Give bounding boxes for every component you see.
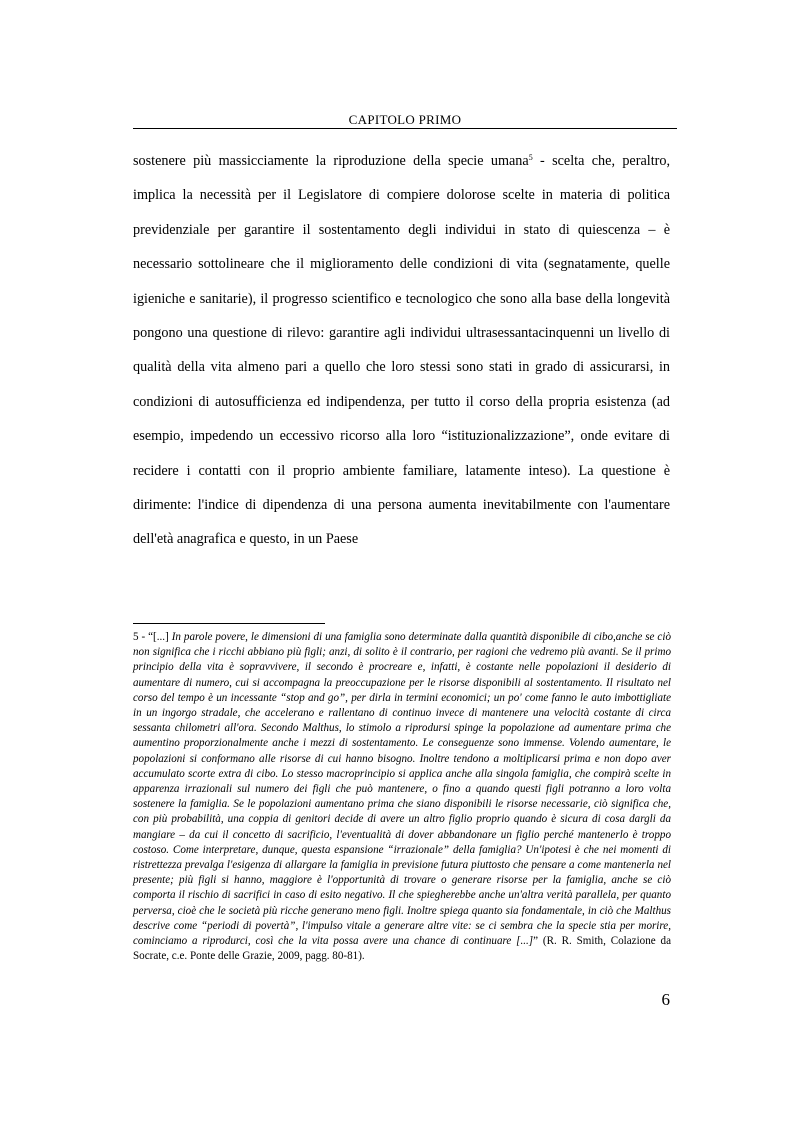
- header-rule: [133, 128, 677, 129]
- footnote-quote: In parole povere, le dimensioni di una famiglia sono determinate dalla quantità disponibile di cibo,anche se ciò non significa che i ricchi abbiano più figli; anzi, di solito è il contrario, per ragioni che vedremo più avanti. Se il primo principio della vita è sopravvivere, il secondo è procreare e, infatti, è costante nelle popolazioni il desiderio di aumentare di numero, cui si accompagna la preoccupazione per le risorse disponibili al sostentamento. Il risultato nel corso del tempo è un incessante “stop and go”, per dirla in termini economici; un po' come fanno le auto imbottigliate in un ingorgo stradale, che accelerano e rallentano di continuo invece di mantenere una velocità costante di circa sessanta chilometri all'ora. Secondo Malthus, lo stimolo a riprodursi spinge la popolazione ad aumentare prima che aumentino proporzionalmente anche i mezzi di sostentamento. Le conseguenze sono immense. Volendo aumentare, le popolazioni si conformano alle risorse di cui hanno bisogno. Inoltre tendono a moltiplicarsi prima e non dopo aver accumulato scorte extra di cibo. Lo stesso macroprincipio si applica anche alla singola famiglia, che compirà scelte in apparenza irrazionali sul numero dei figli che può mantenere, o fino a quando questi figli potranno a loro volta sostenere la famiglia. Se le popolazioni aumentano prima che siano disponibili le risorse necessarie, ciò significa che, con più probabilità, una coppia di genitori decide di avere un altro figlio proprio quando è sicura di cosa dargli da mangiare – da cui il concetto di sacrificio, l'eventualità di dover abbandonare un figlio perché mantenerlo è troppo costoso. Come interpretare, dunque, questa espansione “irrazionale” della famiglia? Un'ipotesi è che nei momenti di ristrettezza prevalga l'esigenza di allargare la famiglia in previsione futura piuttosto che pensare a come mantenerla nel presente; più figli si hanno, maggiore è l'opportunità di trovare o generare risorse per la famiglia, anche se ciò comporta il rischio di sacrifici in caso di esito negativo. Il che spiegherebbe anche un'altra verità parallela, per quanto perversa, cioè che le società più ricche generano meno figli. Inoltre spiega quanto sia fondamentale, in ciò che Malthus descrive come “periodi di povertà”, l'impulso vitale a generare altre vite: se ci sembra che la specie stia per morire, cominciamo a riprodurci, così che la vita possa avere una chance di continuare [...]: [133, 631, 671, 948]
- chapter-title: CAPITOLO PRIMO: [133, 113, 677, 127]
- page-number: 6: [661, 990, 670, 1009]
- body-text-start: sostenere più massicciamente la riproduzione della specie umana: [133, 153, 529, 169]
- footnote-separator: [133, 623, 325, 624]
- body-paragraph: [133, 144, 670, 557]
- body-text-rest: - scelta che, peraltro, implica la necessità per il Legislatore di compiere dolorose scelte in materia di politica previdenziale per garantire il sostentamento degli individui in stato di quiescenza – è necessario sottolineare che il miglioramento delle condizioni di vita (segnatamente, quelle igieniche e sanitarie), il progresso scientifico e tecnologico che sono alla base della longevità pongono una questione di rilevo: garantire agli individui ultrasessantacinquenni un livello di qualità della vita almeno pari a quello che loro stessi sono stati in grado di assicurarsi, in condizioni di autosufficienza ed indipendenza, per tutto il corso della propria esistenza (ad esempio, impedendo un eccessivo ricorso alla loro “istituzionalizzazione”, onde evitare di recidere i contatti con il proprio ambiente familiare, latamente inteso). La questione è dirimente: l'indice di dipendenza di una persona aumenta inevitabilmente con l'aumentare dell'età anagrafica e questo, in un Paese: [133, 153, 670, 548]
- footnote-5: [133, 630, 671, 964]
- footnote-reference[interactable]: 5: [528, 153, 533, 162]
- running-header: [133, 113, 677, 129]
- footnote-prefix: 5 - “[...]: [133, 631, 172, 643]
- footnote-citation: ” (R. R. Smith, Colazione da Socrate, c.e. Ponte delle Grazie, 2009, pagg. 80-81).: [133, 935, 671, 963]
